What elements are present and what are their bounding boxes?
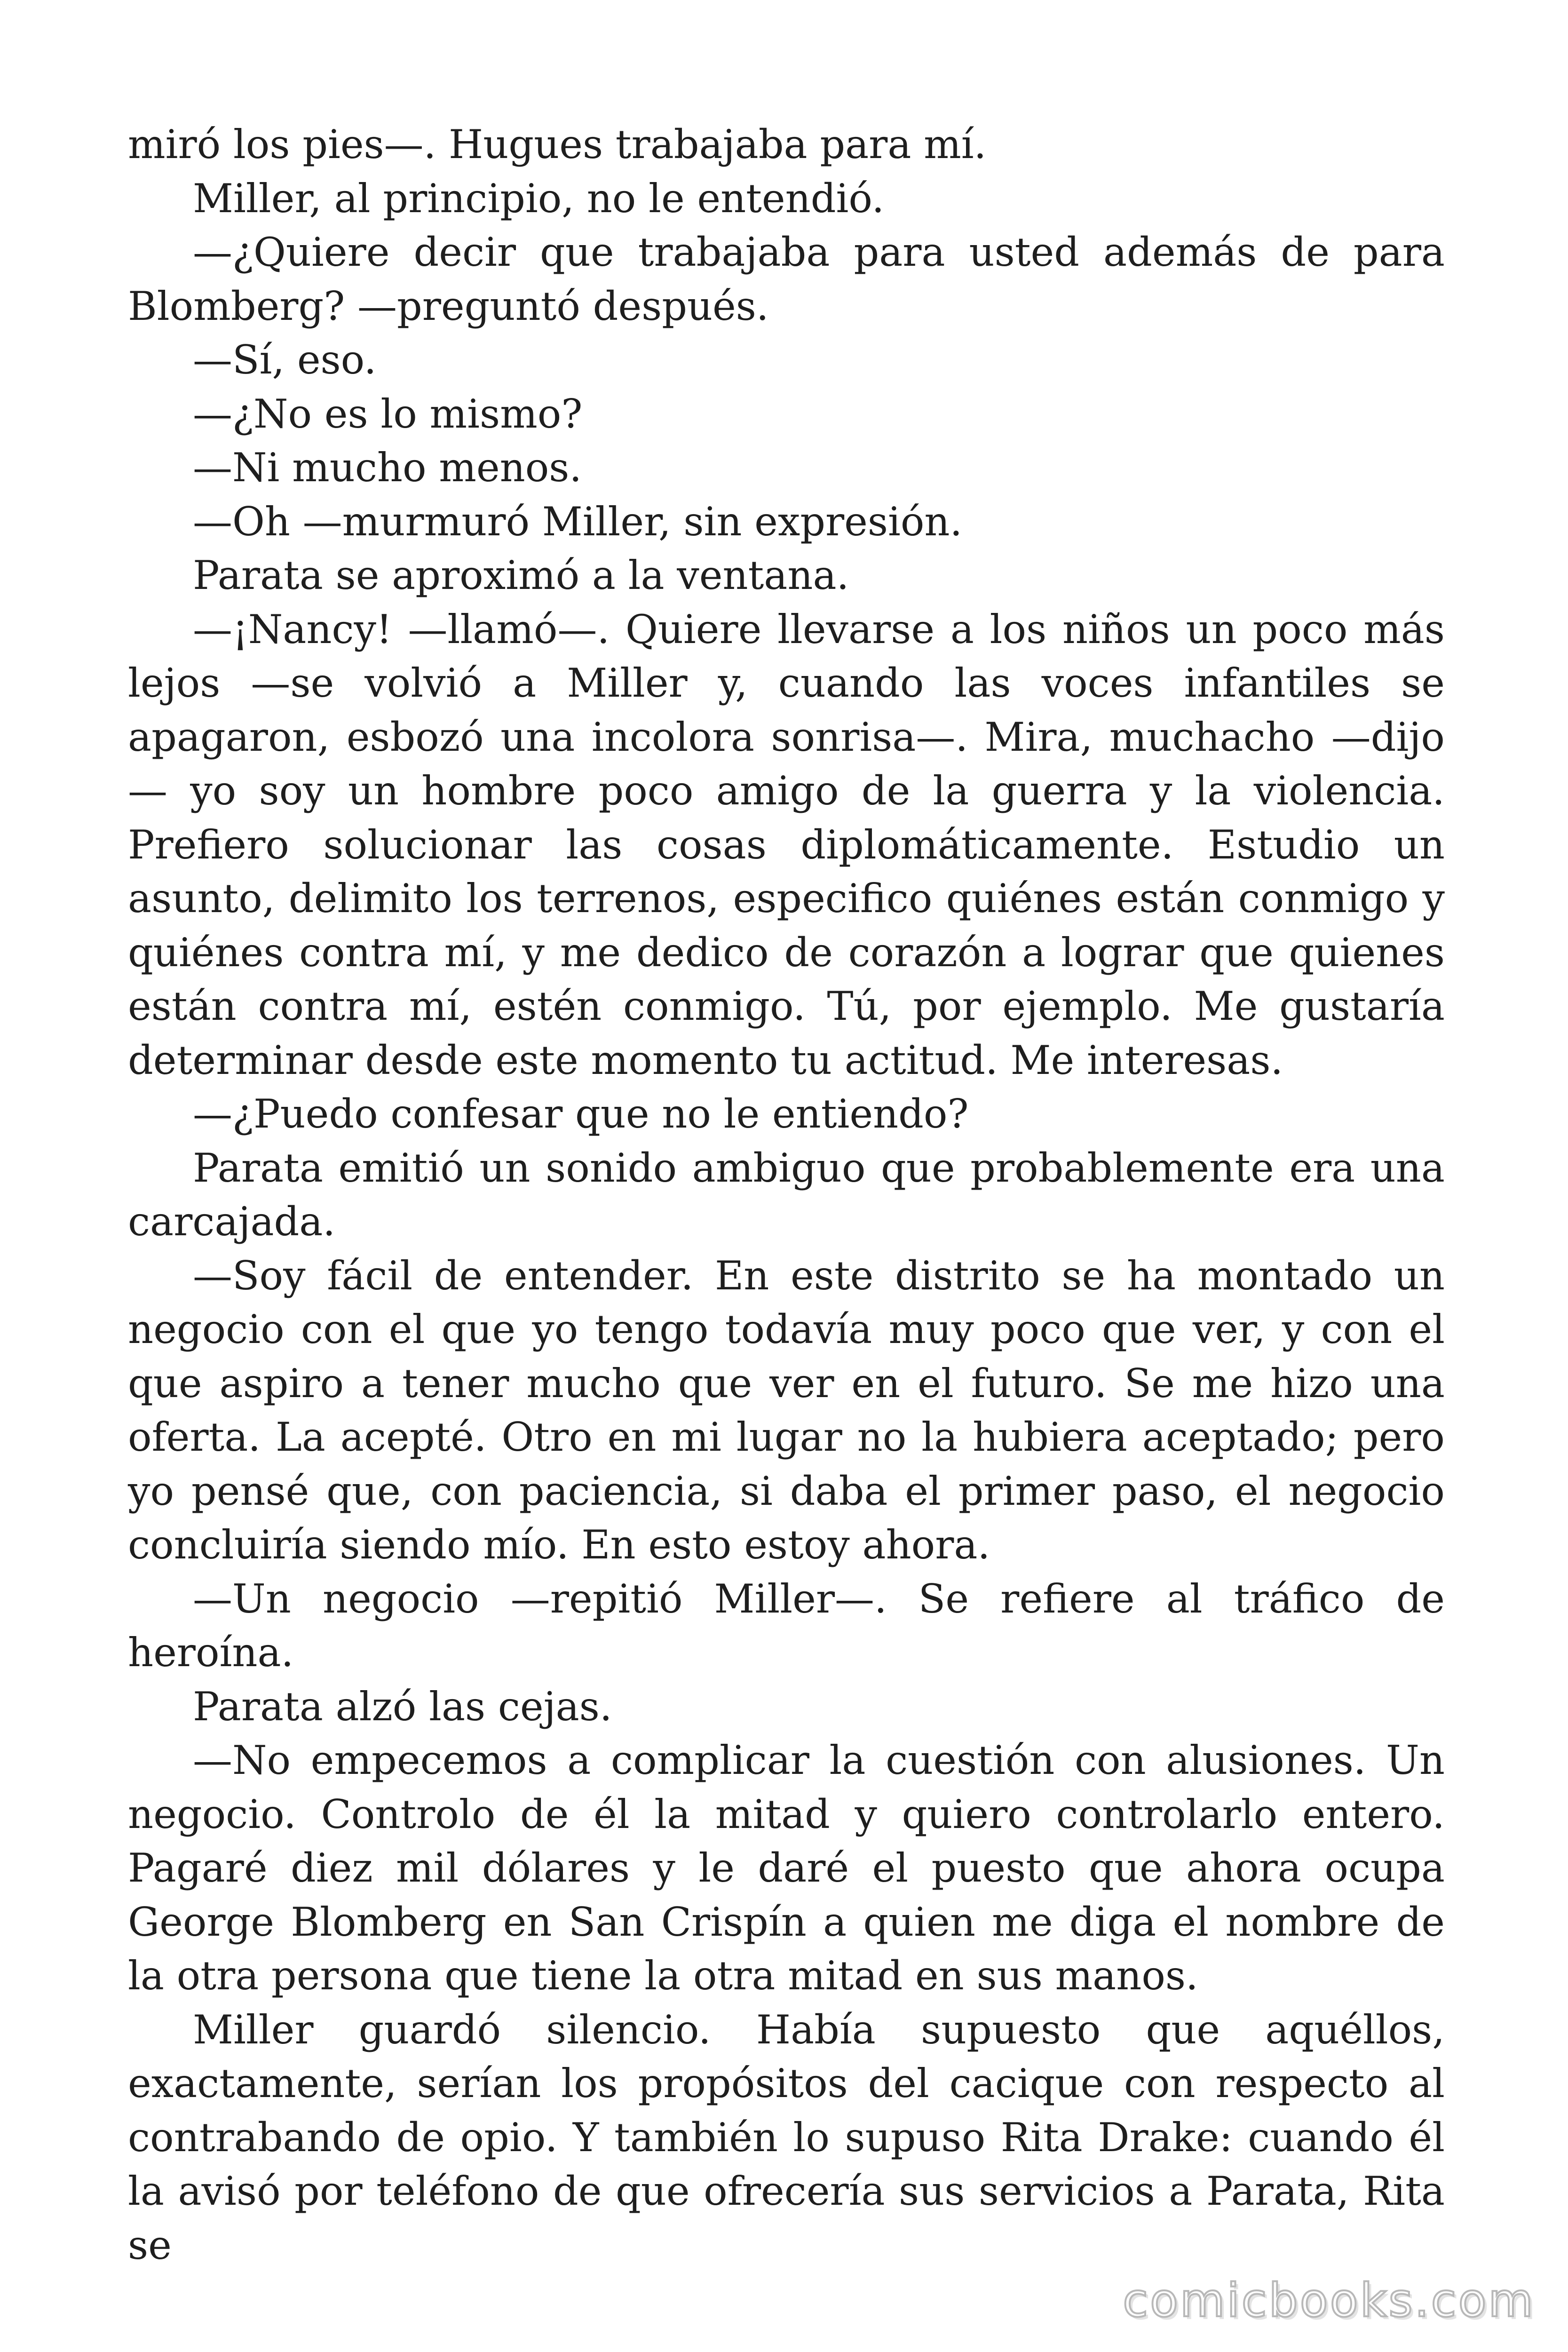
watermark-logo: comicbooks.com xyxy=(1123,2274,1535,2328)
paragraph: Parata se aproximó a la ventana. xyxy=(193,552,849,598)
paragraph: —No empecemos a complicar la cuestión con alusiones. Un negocio. Controlo de él la mitad y quiero controlarlo entero. Pagaré diez mil dólares y le daré el puesto que ahora ocupa George Blomberg en San Crispín a quien me diga el nombre de la otra persona que tiene la otra mitad en sus manos. xyxy=(128,1737,1445,1999)
paragraph: Miller, al principio, no le entendió. xyxy=(193,175,885,222)
paragraph: —Oh —murmuró Miller, sin expresión. xyxy=(193,498,963,545)
paragraph: Parata emitió un sonido ambiguo que probablemente era una carcajada. xyxy=(128,1144,1445,1245)
paragraph: miró los pies—. Hugues trabajaba para mí. xyxy=(128,121,987,167)
paragraph: —Soy fácil de entender. En este distrito se ha montado un negocio con el que yo tengo todavía muy poco que ver, y con el que aspiro a tener mucho que ver en el futuro. Se me hizo una oferta. La acepté. Otro en mi lugar no la hubiera aceptado; pero yo pensé que, con paciencia, si daba el primer paso, el negocio concluiría siendo mío. En esto estoy ahora. xyxy=(128,1252,1445,1568)
paragraph: Parata alzó las cejas. xyxy=(193,1683,612,1730)
paragraph: —Ni mucho menos. xyxy=(193,445,582,491)
paragraph: —¡Nancy! —llamó—. Quiere llevarse a los niños un poco más lejos —se volvió a Miller y, cuando las voces infantiles se apagaron, esbozó una incolora sonrisa—. Mira, muchacho —dijo— yo soy un hombre poco amigo de la guerra y la violencia. Prefiero solucionar las cosas diplomáticamente. Estudio un asunto, delimito los terrenos, especifico quiénes están conmigo y quiénes contra mí, y me dedico de corazón a lograr que quienes están contra mí, estén conmigo. Tú, por ejemplo. Me gustaría determinar desde este momento tu actitud. Me interesas. xyxy=(128,606,1445,1083)
paragraph: —¿Puedo confesar que no le entiendo? xyxy=(193,1091,969,1137)
paragraph: —Un negocio —repitió Miller—. Se refiere al tráfico de heroína. xyxy=(128,1575,1445,1676)
book-page-text xyxy=(128,118,1445,2272)
paragraph: Miller guardó silencio. Había supuesto que aquéllos, exactamente, serían los propósitos del cacique con respecto al contrabando de opio. Y también lo supuso Rita Drake: cuando él la avisó por teléfono de que ofrecería sus servicios a Parata, Rita se xyxy=(128,2006,1445,2268)
paragraph: —¿Quiere decir que trabajaba para usted además de para Blomberg? —preguntó después. xyxy=(128,229,1445,329)
paragraph: —Sí, eso. xyxy=(193,337,377,383)
paragraph: —¿No es lo mismo? xyxy=(193,390,583,437)
